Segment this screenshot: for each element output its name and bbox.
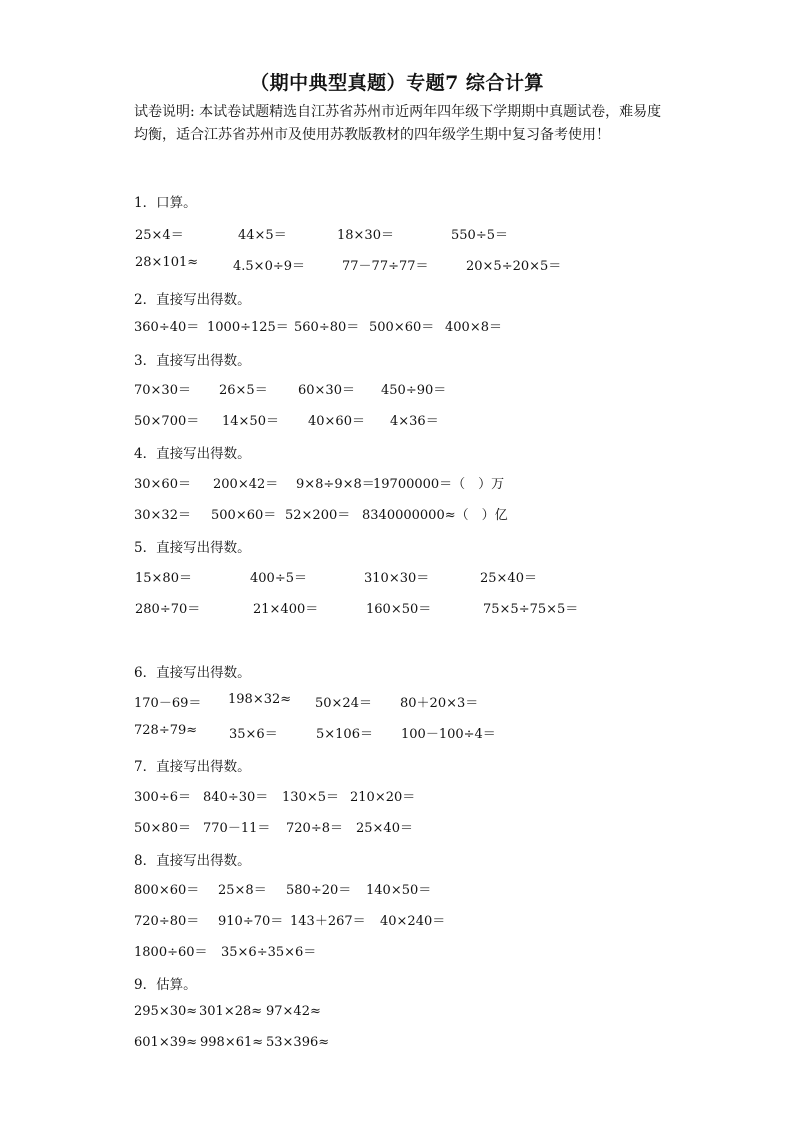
problem-row [0,817,794,837]
math-problem: 40×60＝ [308,414,365,429]
math-problem: 21×400＝ [253,602,319,617]
problem-row [0,473,794,493]
math-problem: 300÷6＝ [134,790,191,805]
math-problem: 97×42≈ [266,1004,321,1019]
question-heading: 4．直接写出得数。 [134,446,251,462]
math-problem: 25×4＝ [135,228,184,243]
math-problem: 25×40＝ [480,571,537,586]
math-problem: 170－69＝ [134,696,202,711]
question-heading: 9．估算。 [134,977,197,993]
math-problem: 301×28≈ [199,1004,263,1019]
math-problem: 800×60＝ [134,883,200,898]
math-problem: 5×106＝ [316,727,373,742]
math-problem: 210×20＝ [350,790,416,805]
math-problem: 20×5÷20×5＝ [466,259,562,274]
problem-row [0,316,794,336]
math-problem: 18×30＝ [337,228,394,243]
problem-row [0,255,794,275]
question-heading: 1．口算。 [134,195,197,211]
math-problem: 580÷20＝ [286,883,352,898]
instructions: 试卷说明: 本试卷试题精选自江苏省苏州市近两年四年级下学期期中真题试卷，难易度均衡，适合江苏省苏州市及使用苏教版教材的四年级学生期中复习备考使用！ [134,104,662,143]
math-problem: 14×50＝ [222,414,279,429]
problem-row [0,504,794,524]
math-problem: 19700000＝（ ）万 [373,477,505,492]
math-problem: 40×240＝ [380,914,446,929]
math-problem: 295×30≈ [134,1004,198,1019]
math-problem: 70×30＝ [134,383,191,398]
math-problem: 4.5×0÷9＝ [233,259,306,274]
problem-row [0,1004,794,1024]
math-problem: 400×8＝ [445,320,502,335]
math-problem: 998×61≈ [200,1035,264,1050]
math-problem: 400÷5＝ [250,571,307,586]
math-problem: 910÷70＝ [218,914,284,929]
math-problem: 143＋267＝ [290,914,366,929]
problem-row [0,410,794,430]
problem-row [0,1035,794,1055]
problem-row [0,723,794,743]
math-problem: 8340000000≈（ ）亿 [362,508,508,523]
math-problem: 500×60＝ [211,508,277,523]
math-problem: 9×8÷9×8＝ [296,477,375,492]
math-problem: 60×30＝ [298,383,355,398]
math-problem: 30×60＝ [134,477,191,492]
math-problem: 720÷80＝ [134,914,200,929]
page-title: （期中典型真题）专题7 综合计算 [250,72,544,94]
math-problem: 560÷80＝ [294,320,360,335]
question-heading: 2．直接写出得数。 [134,292,251,308]
question-heading: 5．直接写出得数。 [134,540,251,556]
question-heading: 6．直接写出得数。 [134,665,251,681]
math-problem: 35×6÷35×6＝ [221,945,317,960]
math-problem: 35×6＝ [229,727,278,742]
math-problem: 450÷90＝ [381,383,447,398]
math-problem: 160×50＝ [366,602,432,617]
math-problem: 75×5÷75×5＝ [483,602,579,617]
problem-row [0,379,794,399]
math-problem: 720÷8＝ [286,821,343,836]
problem-row [0,567,794,587]
math-problem: 1800÷60＝ [134,945,208,960]
math-problem: 30×32＝ [134,508,191,523]
problem-row [0,879,794,899]
math-problem: 198×32≈ [228,692,292,707]
math-problem: 28×101≈ [135,255,199,270]
math-problem: 50×80＝ [134,821,191,836]
math-problem: 26×5＝ [219,383,268,398]
math-problem: 550÷5＝ [451,228,508,243]
math-problem: 100－100÷4＝ [401,727,496,742]
math-problem: 130×5＝ [282,790,339,805]
math-problem: 200×42＝ [213,477,279,492]
math-problem: 77－77÷77＝ [342,259,429,274]
math-problem: 25×40＝ [356,821,413,836]
problem-row [0,910,794,930]
math-problem: 50×700＝ [134,414,200,429]
math-problem: 15×80＝ [135,571,192,586]
math-problem: 840÷30＝ [203,790,269,805]
math-problem: 500×60＝ [369,320,435,335]
math-problem: 310×30＝ [364,571,430,586]
problem-row [0,692,794,712]
question-heading: 7．直接写出得数。 [134,759,251,775]
math-problem: 53×396≈ [266,1035,330,1050]
problem-row [0,224,794,244]
math-problem: 728÷79≈ [134,723,198,738]
math-problem: 80＋20×3＝ [400,696,479,711]
math-problem: 4×36＝ [390,414,439,429]
question-heading: 3．直接写出得数。 [134,353,251,369]
math-problem: 360÷40＝ [134,320,200,335]
problem-row [0,941,794,961]
math-problem: 1000÷125＝ [207,320,289,335]
problem-row [0,598,794,618]
math-problem: 770－11＝ [203,821,271,836]
math-problem: 50×24＝ [315,696,372,711]
math-problem: 44×5＝ [238,228,287,243]
math-problem: 25×8＝ [218,883,267,898]
math-problem: 601×39≈ [134,1035,198,1050]
question-heading: 8．直接写出得数。 [134,853,251,869]
math-problem: 52×200＝ [285,508,351,523]
math-problem: 280÷70＝ [135,602,201,617]
math-problem: 140×50＝ [366,883,432,898]
problem-row [0,786,794,806]
